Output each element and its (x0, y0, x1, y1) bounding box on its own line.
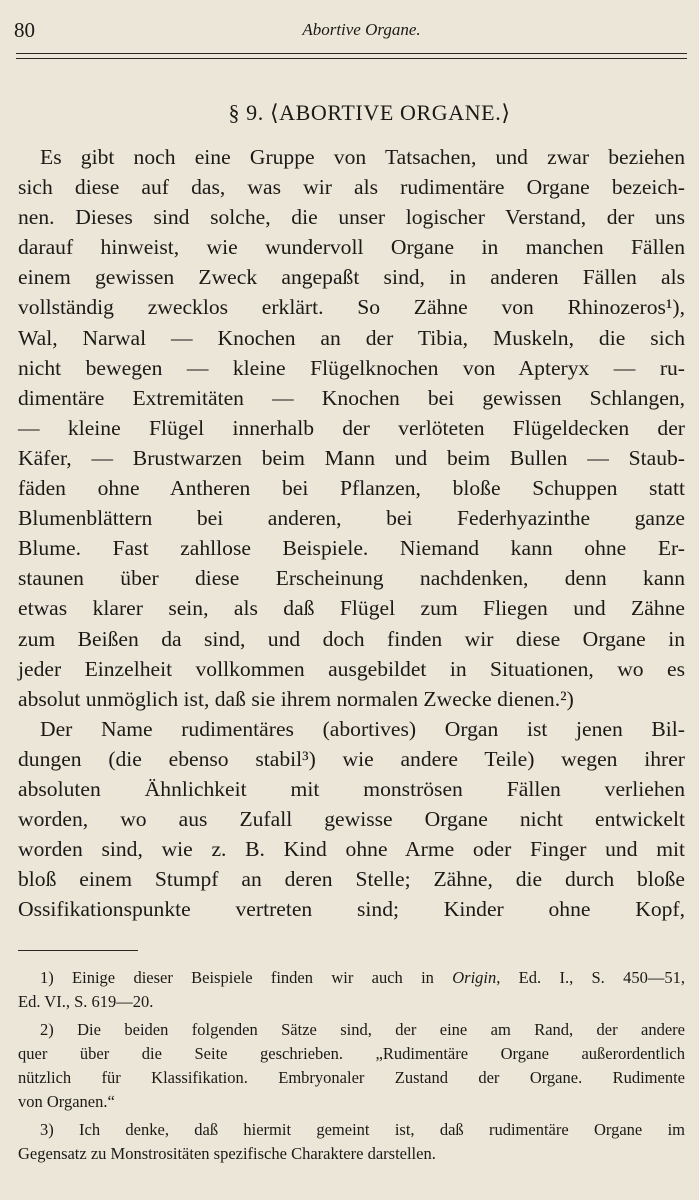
footnote-line (18, 966, 685, 990)
text-line: vollständig zwecklos erklärt. So Zähne von Rhinozeros¹), (18, 295, 685, 320)
footnote-line: von Organen.“ (18, 1092, 115, 1111)
footnote-rule (18, 950, 138, 951)
text-line: etwas klarer sein, als daß Flügel zum Fliegen und Zähne (18, 596, 685, 621)
text-line: nen. Dieses sind solche, die unser logischer Verstand, der uns (18, 205, 685, 230)
section-title: § 9. ⟨ABORTIVE ORGANE.⟩ (228, 100, 511, 125)
text-line: zum Beißen da sind, und doch finden wir diese Organe in (18, 626, 685, 651)
text-line: worden sind, wie z. B. Kind ohne Arme oder Finger und mit (18, 837, 685, 862)
text-line: bloß einem Stumpf an deren Stelle; Zähne, die durch bloße (18, 867, 685, 892)
header-rule-bottom (16, 58, 687, 59)
text-line: — kleine Flügel innerhalb der verlöteten Flügeldecken der (18, 415, 685, 440)
footnote-text: 1) Einige dieser Beispiele finden wir auch in (40, 968, 453, 987)
text-line: absoluten Ähnlichkeit mit monströsen Fällen verliehen (18, 776, 685, 801)
footnote-line: 3) Ich denke, daß hiermit gemeint ist, daß rudimentäre Organe im (40, 1120, 685, 1139)
header-rule-top (16, 53, 687, 54)
text-line: Blume. Fast zahllose Beispiele. Niemand kann ohne Er- (18, 536, 685, 561)
body-text (18, 142, 685, 924)
text-line: jeder Einzelheit vollkommen ausgebildet in Situationen, wo es (18, 656, 685, 681)
text-line: Blumenblättern bei anderen, bei Federhyazinthe ganze (18, 506, 685, 531)
text-line: Es gibt noch eine Gruppe von Tatsachen, und zwar beziehen (40, 145, 685, 169)
footnote-line: 2) Die beiden folgenden Sätze sind, der eine am Rand, der andere (40, 1020, 685, 1039)
footnote-1 (18, 966, 685, 1014)
footnote-italic-title: Origin (452, 968, 497, 987)
text-line: worden, wo aus Zufall gewisse Organe nicht entwickelt (18, 807, 685, 832)
text-line: Der Name rudimentäres (abortives) Organ ist jenen Bil- (40, 716, 685, 741)
text-line: nicht bewegen — kleine Flügelknochen von Apteryx — ru- (18, 355, 685, 380)
text-line: Käfer, — Brustwarzen beim Mann und beim Bullen — Staub- (18, 445, 685, 470)
page-header (14, 18, 679, 48)
footnote-line: Gegensatz zu Monstrositäten spezifische Charaktere darstellen. (18, 1144, 436, 1163)
footnotes (18, 966, 685, 1170)
page-number: 80 (14, 18, 35, 42)
text-line: fäden ohne Antheren bei Pflanzen, bloße Schuppen statt (18, 476, 685, 501)
footnote-text: , Ed. I., S. 450—51, (496, 968, 685, 987)
text-line: staunen über diese Erscheinung nachdenken, denn kann (18, 566, 685, 591)
text-line: dimentäre Extremitäten — Knochen bei gewissen Schlangen, (18, 385, 685, 410)
running-head: Abortive Organe. (302, 20, 421, 39)
text-line: absolut unmöglich ist, daß sie ihrem normalen Zwecke dienen.²) (18, 686, 574, 711)
text-line: einem gewissen Zweck angepaßt sind, in anderen Fällen als (18, 265, 685, 290)
text-line: Wal, Narwal — Knochen an der Tibia, Muskeln, die sich (18, 325, 685, 350)
text-line: darauf hinweist, wie wundervoll Organe in manchen Fällen (18, 235, 685, 260)
footnote-line: Ed. VI., S. 619—20. (18, 992, 154, 1011)
footnote-3 (18, 1118, 685, 1166)
paragraph-2 (18, 714, 685, 925)
footnote-line: quer über die Seite geschrieben. „Rudimentäre Organe außerordentlich (18, 1044, 685, 1063)
footnote-2 (18, 1018, 685, 1114)
text-line: sich diese auf das, was wir als rudimentäre Organe bezeich- (18, 175, 685, 200)
text-line: dungen (die ebenso stabil³) wie andere Teile) wegen ihrer (18, 746, 685, 771)
text-line: Ossifikationspunkte vertreten sind; Kinder ohne Kopf, (18, 897, 685, 922)
paragraph-1 (18, 142, 685, 714)
footnote-line: nützlich für Klassifikation. Embryonaler Zustand der Organe. Rudimente (18, 1068, 685, 1087)
